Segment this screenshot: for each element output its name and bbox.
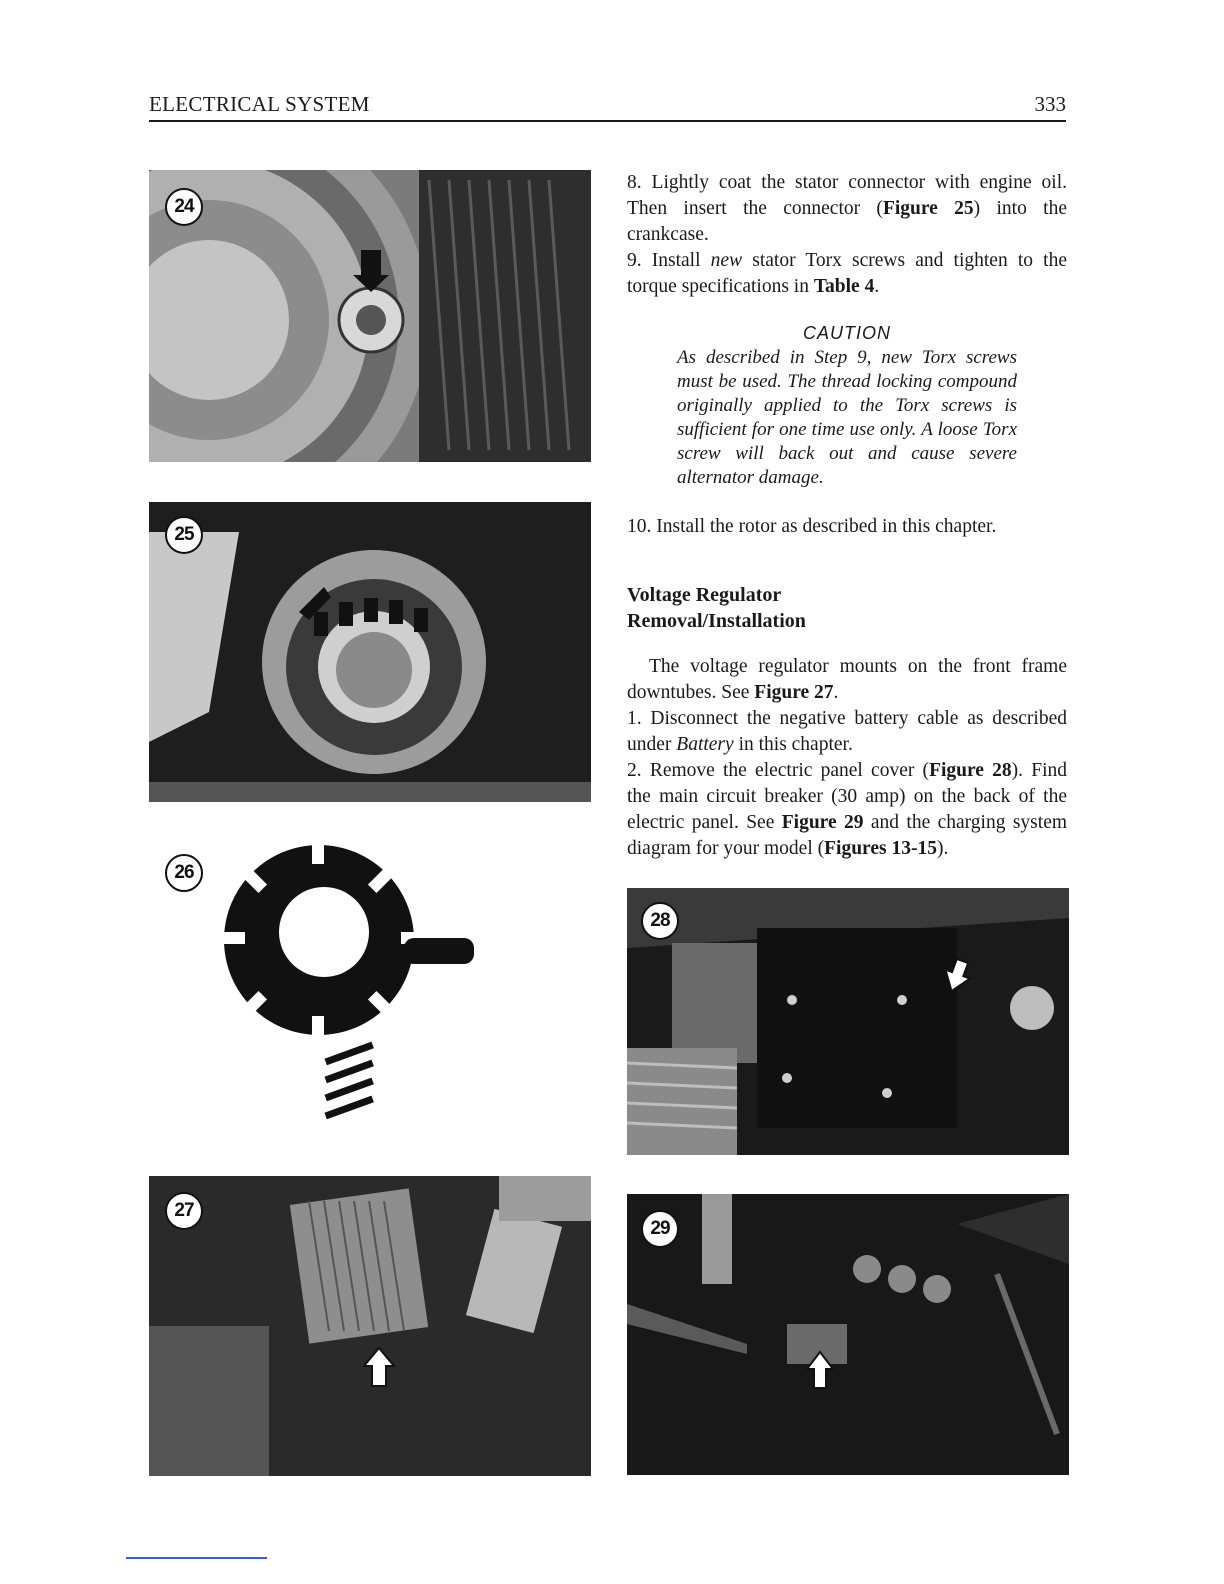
- figure-29-number: 29: [641, 1210, 679, 1248]
- step-1: 1. Disconnect the negative battery cable as described under Battery in this chapter.: [627, 708, 1067, 755]
- figure-25-photo: [149, 502, 591, 802]
- figure-26-photo: [149, 840, 591, 1135]
- caution-title: CAUTION: [803, 323, 891, 343]
- figure-28-number: 28: [641, 902, 679, 940]
- footer-rule: [126, 1557, 267, 1559]
- header-rule: [149, 120, 1066, 122]
- text-column: [627, 170, 1067, 862]
- step-2: 2. Remove the electric panel cover (Figure 28). Find the main circuit breaker (30 amp) on the back of the electric panel. See Figure 29 and the charging system diagram for your model (Figures 13-15).: [627, 760, 1068, 859]
- page-number: 333: [1034, 92, 1066, 116]
- figure-25-number: 25: [165, 516, 203, 554]
- caution-box: [627, 320, 1067, 490]
- figure-27-number: 27: [165, 1192, 203, 1230]
- section-heading: Voltage Regulator Removal/Installation: [627, 584, 806, 632]
- figure-26-number: 26: [165, 854, 203, 892]
- figure-24-photo: [149, 170, 591, 462]
- caution-text: As described in Step 9, new Torx screws must be used. The thread locking compound originally applied to the Torx screws is sufficient for one time use only. A loose Torx screw will back out and cause severe alternator damage.: [677, 347, 1017, 488]
- step-8: 8. Lightly coat the stator connector with engine oil. Then insert the connector (Figure 25) into the crankcase.: [627, 172, 1067, 245]
- figure-29-photo: [627, 1194, 1069, 1475]
- figure-24-number: 24: [165, 188, 203, 226]
- figure-28-photo: [627, 888, 1069, 1155]
- chapter-title: ELECTRICAL SYSTEM: [149, 92, 370, 116]
- intro-paragraph: The voltage regulator mounts on the front frame downtubes. See Figure 27.: [627, 656, 1067, 703]
- step-9: 9. Install new stator Torx screws and tighten to the torque specifications in Table 4.: [627, 250, 1067, 297]
- page-header: [149, 92, 1066, 122]
- figure-27-photo: [149, 1176, 591, 1476]
- step-10: 10. Install the rotor as described in this chapter.: [627, 516, 997, 537]
